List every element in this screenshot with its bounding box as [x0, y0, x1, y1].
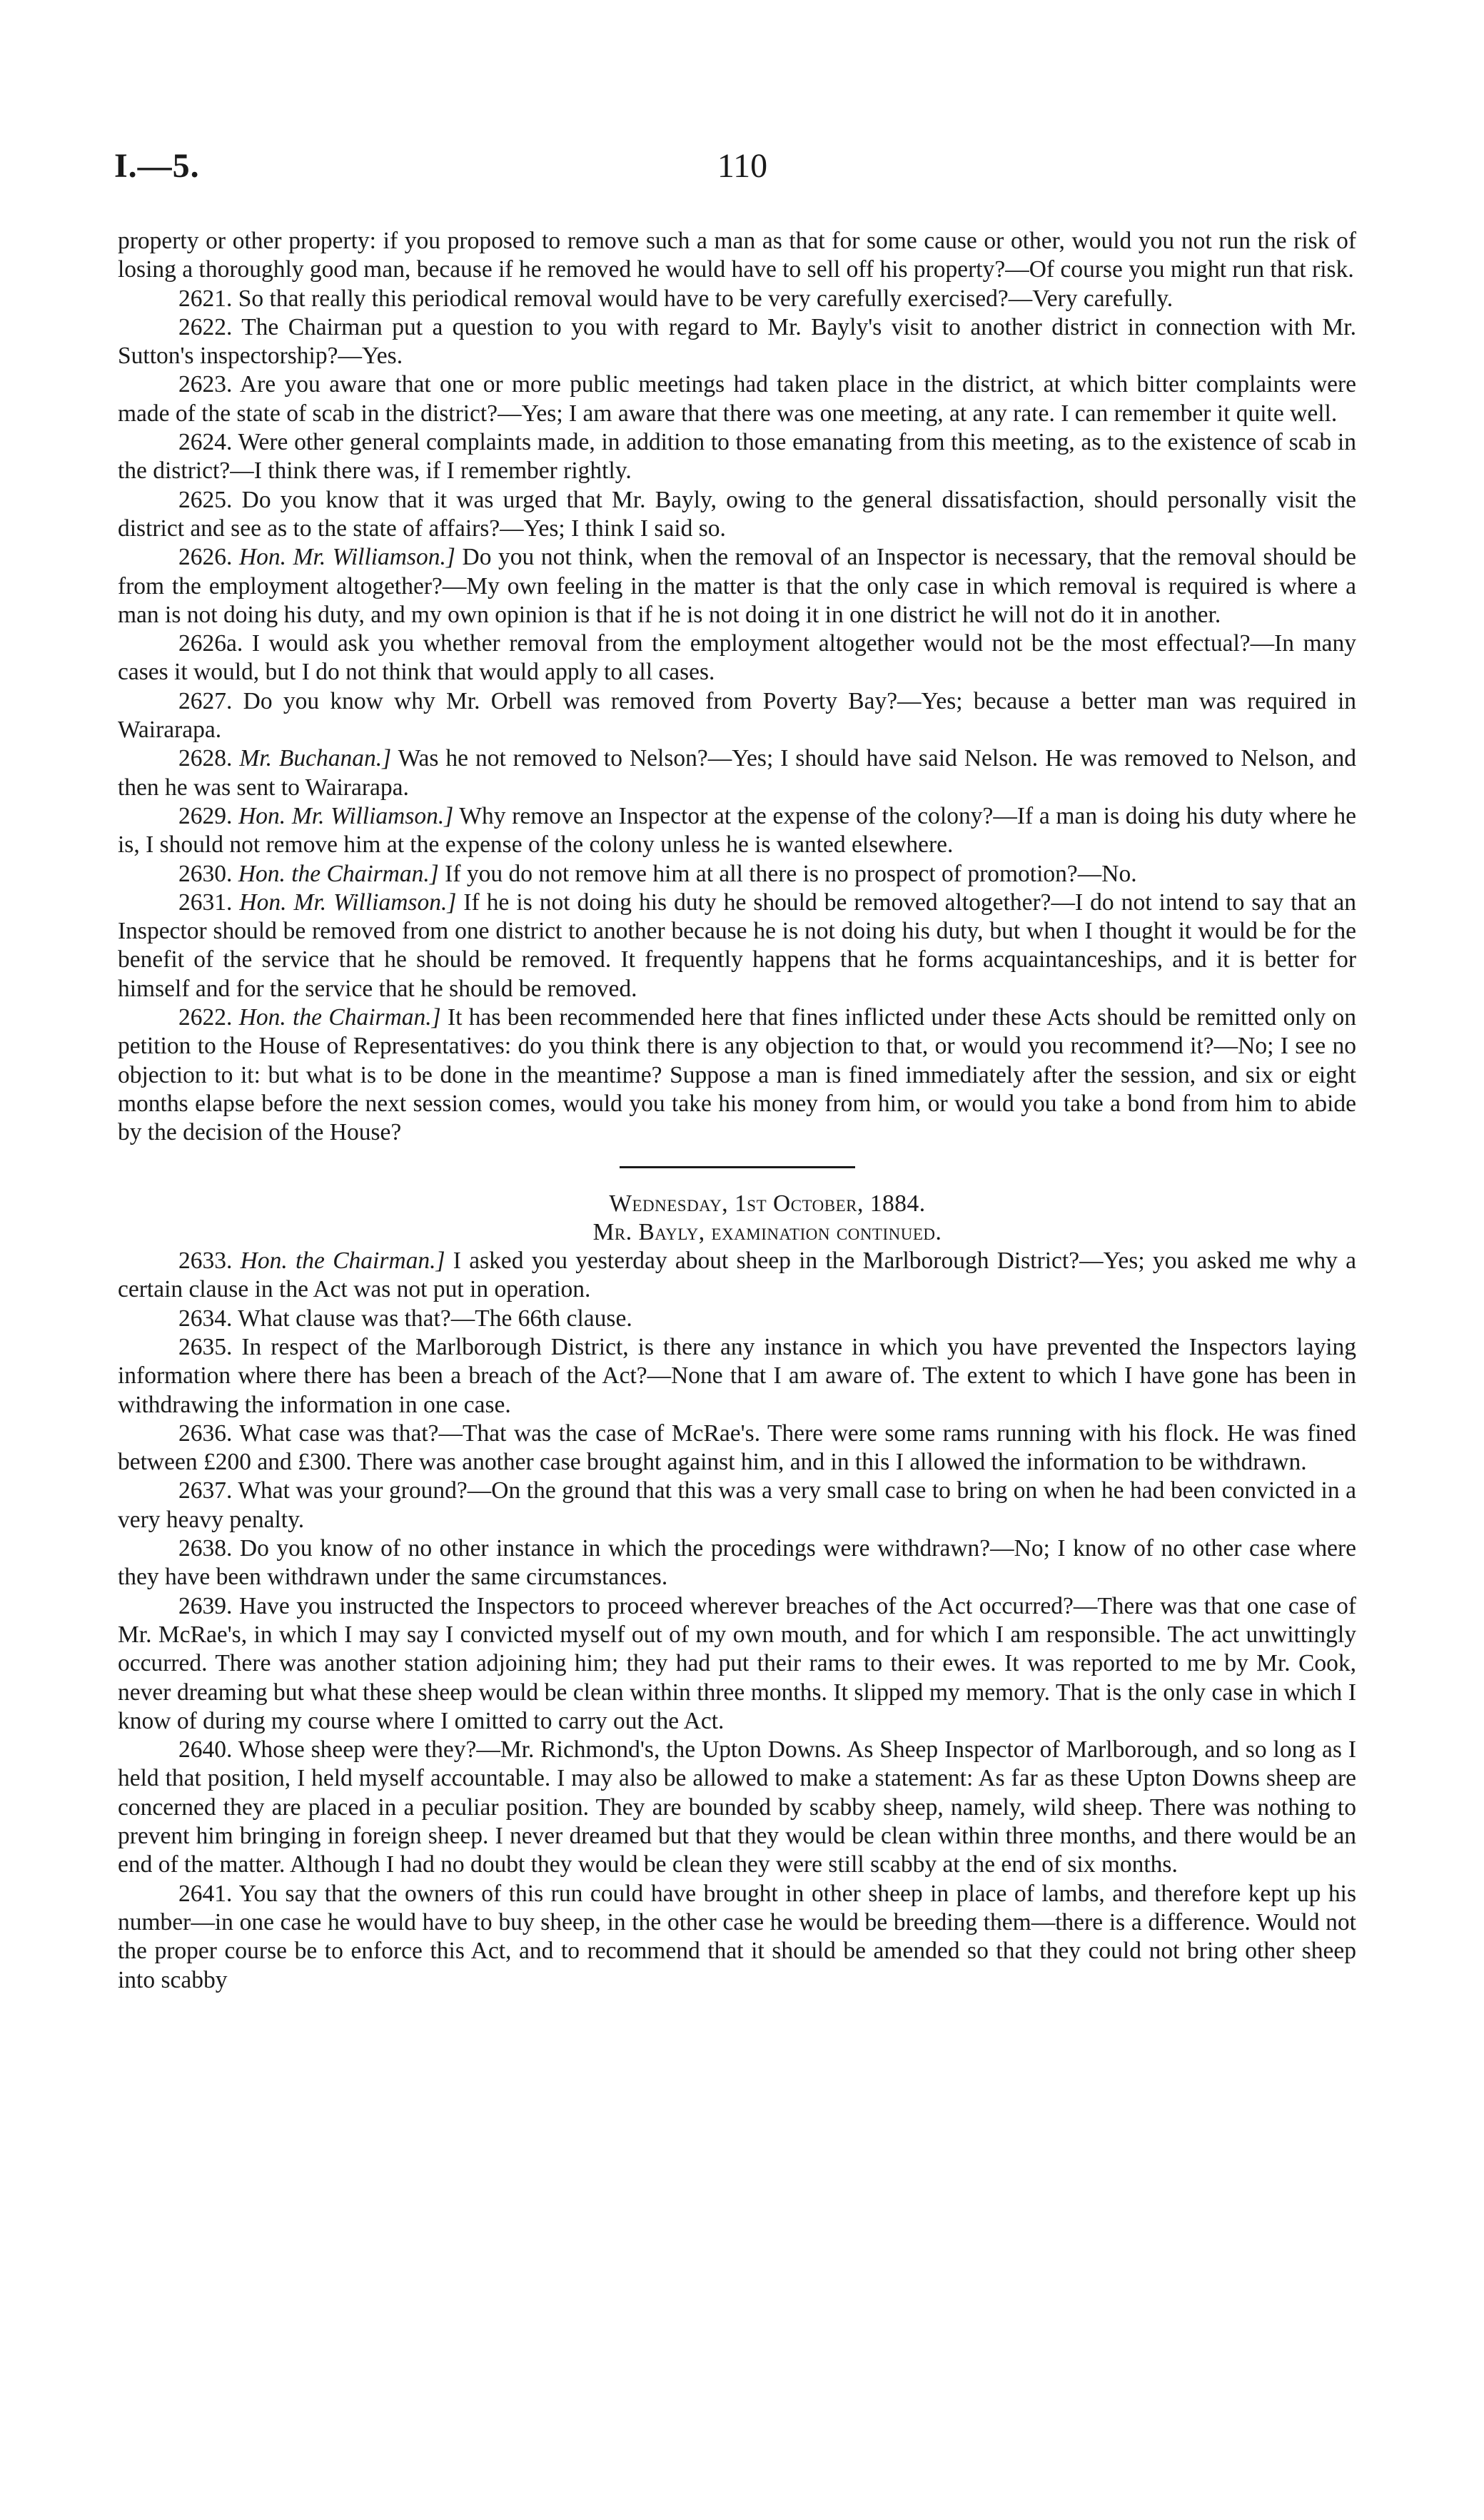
paragraph-text: I asked you yesterday about sheep in the Marlborough District?—Yes; you asked me why a certain clause in the Act was not put in operation.	[118, 1248, 1357, 1303]
testimony-paragraph	[118, 1247, 1356, 1305]
testimony-paragraph	[118, 1477, 1356, 1534]
section-divider	[620, 1166, 855, 1168]
question-number: 2638.	[178, 1535, 233, 1562]
testimony-paragraph	[118, 1420, 1356, 1477]
testimony-paragraph	[118, 1592, 1356, 1736]
paragraph-text: What case was that?—That was the case of McRae's. There were some rams running with his flock. He was fined between £200 and £300. There was another case brought against him, and in this I allowed the information to be withdrawn.	[118, 1420, 1356, 1476]
testimony-paragraph	[118, 802, 1356, 860]
question-number: 2622.	[178, 313, 233, 340]
paragraph-text: It has been recommended here that fines inflicted under these Acts should be remitted only on petition to the House of Representatives: do you think there is any objection to that, or would you recommend it?—No; I see no objection to it: but what is to be done in the meantime? Suppose a man is fined immediately after the session, and six or eight months elapse before the next session comes, would you take his money from him, or would you take a bond from him to abide by the decision of the House?	[118, 1004, 1357, 1146]
testimony-paragraph	[118, 1736, 1356, 1879]
testimony-paragraph	[118, 1305, 1356, 1333]
testimony-paragraph	[118, 486, 1356, 544]
testimony-paragraph	[118, 1003, 1356, 1147]
question-number: 2640.	[178, 1736, 233, 1764]
paragraph-text: Are you aware that one or more public meetings had taken place in the district, at which bitter complaints were made of the state of scab in the district?—Yes; I am aware that there was one meeting, at any rate. I can remember it quite well.	[118, 371, 1356, 427]
speaker-label: Hon. Mr. Williamson.]	[238, 802, 454, 829]
paragraph-text: Do you not think, when the removal of an Inspector is necessary, that the removal should be from the employment altogether?—My own feeling in the matter is that the only case in which removal is required is where a man is not doing his duty, and my own opinion is that if he is not doing it in one district he will not do it in another.	[118, 544, 1356, 628]
paragraph-text: What was your ground?—On the ground that this was a very small case to bring on when he had been convicted in a very heavy penalty.	[118, 1477, 1356, 1533]
question-number: 2623.	[178, 371, 233, 398]
testimony-paragraph	[118, 428, 1356, 486]
speaker-label: Hon. Mr. Williamson.]	[238, 544, 455, 571]
paragraph-text: So that really this periodical removal would have to be very carefully exercised?—Very carefully.	[238, 285, 1173, 312]
paragraph-text: I would ask you whether removal from the employment altogether would not be the most effectual?—In many cases it would, but I do not think that would apply to all cases.	[118, 630, 1357, 686]
examination-heading	[118, 1218, 1356, 1247]
page-header	[114, 146, 1371, 189]
date-heading: Wednesday, 1st October, 1884.	[609, 1190, 926, 1217]
testimony-paragraph	[118, 370, 1356, 428]
question-number: 2630.	[178, 860, 233, 887]
testimony-paragraph	[118, 744, 1356, 802]
question-number: 2622.	[178, 1004, 233, 1031]
paragraph-text: Do you know why Mr. Orbell was removed from Poverty Bay?—Yes; because a better man was required in Wairarapa.	[118, 687, 1356, 744]
question-number: 2624.	[178, 429, 233, 456]
paragraph-text: If you do not remove him at all there is no prospect of promotion?—No.	[445, 860, 1137, 887]
question-number: 2639.	[178, 1592, 233, 1619]
paragraph-text: The Chairman put a question to you with regard to Mr. Bayly's visit to another district in connection with Mr. Sutton's inspectorship?—Yes.	[118, 313, 1356, 370]
testimony-paragraph	[118, 227, 1356, 285]
question-number: 2637.	[178, 1477, 233, 1504]
document-body	[118, 227, 1356, 1995]
paragraph-text: Have you instructed the Inspectors to proceed wherever breaches of the Act occurred?—There was that one case of Mr. McRae's, in which I may say I convicted myself out of my own mouth, and for which I am responsible. The act unwittingly occurred. There was another station adjoining him; they had put their rams to their ewes. It was reported to me by Mr. Cook, never dreaming but what these sheep would be clean within three months. It slipped my memory. That is the only case in which I know of during my course where I omitted to carry out the Act.	[118, 1592, 1356, 1734]
paragraph-text: What clause was that?—The 66th clause.	[238, 1305, 632, 1332]
paragraph-text: Do you know that it was urged that Mr. Bayly, owing to the general dissatisfaction, should personally visit the district and see as to the state of affairs?—Yes; I think I said so.	[118, 486, 1356, 542]
question-number: 2633.	[178, 1248, 233, 1275]
paragraph-text: Were other general complaints made, in addition to those emanating from this meeting, as to the existence of scab in the district?—I think there was, if I remember rightly.	[118, 429, 1356, 485]
speaker-label: Hon. the Chairman.]	[240, 1248, 445, 1275]
question-number: 2628.	[178, 745, 233, 772]
paragraph-text: In respect of the Marlborough District, is there any instance in which you have prevented the Inspectors laying information where there has been a breach of the Act?—None that I am aware of. The extent to which I have gone has been in withdrawing the information in one case.	[118, 1333, 1356, 1418]
speaker-label: Mr. Buchanan.]	[239, 745, 392, 772]
question-number: 2635.	[178, 1333, 233, 1360]
testimony-paragraph	[118, 313, 1356, 371]
testimony-part-2	[118, 1247, 1356, 1995]
paragraph-text: You say that the owners of this run could have brought in other sheep in place of lambs, and therefore kept up his number—in one case he would have to buy sheep, in the other case he would be breeding them—there is a difference. Would not the proper course be to enforce this Act, and to recommend that it should be amended so that they could not bring other sheep into scabby	[118, 1880, 1356, 1993]
testimony-part-1	[118, 227, 1356, 1148]
question-number: 2621.	[178, 285, 233, 312]
question-number: 2626a.	[178, 630, 243, 657]
examination-heading-text: Mr. Bayly, examination continued.	[592, 1218, 942, 1245]
speaker-label: Hon. the Chairman.]	[238, 1004, 441, 1031]
speaker-label: Hon. Mr. Williamson.]	[239, 889, 457, 916]
paragraph-text: Was he not removed to Nelson?—Yes; I should have said Nelson. He was removed to Nelson, and then he was sent to Wairarapa.	[118, 745, 1357, 801]
testimony-paragraph	[118, 1880, 1356, 1995]
paragraph-text: property or other property: if you proposed to remove such a man as that for some cause or other, would you not run the risk of losing a thoroughly good man, because if he removed he would have to sell off his property?—Of course you might run that risk.	[118, 228, 1356, 283]
question-number: 2631.	[178, 889, 233, 916]
testimony-paragraph	[118, 889, 1356, 1003]
question-number: 2627.	[178, 687, 233, 714]
question-number: 2629.	[178, 802, 233, 829]
paragraph-text: Why remove an Inspector at the expense of the colony?—If a man is doing his duty where he is, I should not remove him at the expense of the colony unless he is wanted elsewhere.	[118, 802, 1356, 859]
speaker-label: Hon. the Chairman.]	[238, 860, 439, 887]
paragraph-text: Whose sheep were they?—Mr. Richmond's, the Upton Downs. As Sheep Inspector of Marlborough, and so long as I held that position, I held myself accountable. I may also be allowed to make a statement: As far as these Upton Downs sheep are concerned they are placed in a peculiar position. They are bounded by scabby sheep, namely, wild sheep. There was nothing to prevent him bringing in foreign sheep. I never dreamed but that they would be clean within three months, and there would be an end of the matter. Although I had no doubt they would be clean they were still scabby at the end of six months.	[118, 1736, 1356, 1878]
paragraph-text: If he is not doing his duty he should be removed altogether?—I do not intend to say that an Inspector should be removed from one district to another because he is not doing his duty, but when I thought it would be for the benefit of the service that he should be removed. It frequently happens that he forms acquaintanceships, and it is better for himself and for the service that he should be removed.	[118, 889, 1357, 1002]
question-number: 2641.	[178, 1880, 233, 1907]
testimony-paragraph	[118, 860, 1356, 889]
page-number: 110	[717, 147, 768, 185]
question-number: 2634.	[178, 1305, 233, 1332]
question-number: 2626.	[178, 544, 233, 571]
testimony-paragraph	[118, 1333, 1356, 1420]
testimony-paragraph	[118, 285, 1356, 313]
question-number: 2625.	[178, 486, 233, 513]
testimony-paragraph	[118, 687, 1356, 745]
document-reference: I.—5.	[114, 147, 200, 185]
paragraph-text: Do you know of no other instance in which the procedings were withdrawn?—No; I know of no other case where they have been withdrawn under the same circumstances.	[118, 1535, 1356, 1591]
testimony-paragraph	[118, 1534, 1356, 1592]
question-number: 2636.	[178, 1420, 233, 1447]
testimony-paragraph	[118, 629, 1356, 687]
testimony-paragraph	[118, 543, 1356, 629]
